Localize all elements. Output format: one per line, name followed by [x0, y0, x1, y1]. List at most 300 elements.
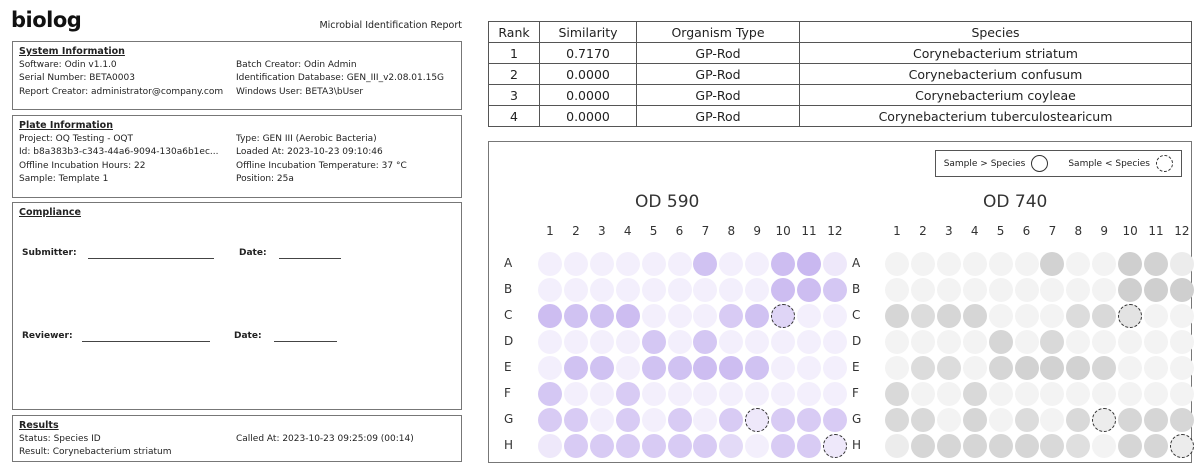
od740-well-G1[interactable]: [885, 408, 909, 432]
od590-col-label: 3: [597, 224, 606, 238]
od590-well-A3[interactable]: [590, 252, 614, 276]
system-information-panel: [12, 41, 462, 110]
od590-well-E3[interactable]: [590, 356, 614, 380]
od590-col-label: 4: [623, 224, 632, 238]
od740-well-A6[interactable]: [1015, 252, 1039, 276]
od590-well-G3[interactable]: [590, 408, 614, 432]
od590-well-G9[interactable]: [745, 408, 769, 432]
solid-circle-icon: [1031, 155, 1048, 172]
od590-well-F5[interactable]: [642, 382, 666, 406]
od590-well-F11[interactable]: [797, 382, 821, 406]
od590-row-label: E: [504, 360, 512, 374]
od740-well-H8[interactable]: [1066, 434, 1090, 458]
incubation-temperature: Offline Incubation Temperature: 37 °C: [236, 160, 407, 171]
od590-well-G5[interactable]: [642, 408, 666, 432]
od740-well-C9[interactable]: [1092, 304, 1116, 328]
od740-well-G8[interactable]: [1066, 408, 1090, 432]
od740-well-C2[interactable]: [911, 304, 935, 328]
od590-well-D1[interactable]: [538, 330, 562, 354]
od740-well-D6[interactable]: [1015, 330, 1039, 354]
od590-well-H9[interactable]: [745, 434, 769, 458]
od740-well-G6[interactable]: [1015, 408, 1039, 432]
od590-col-label: 10: [775, 224, 791, 238]
od590-row-label: B: [504, 282, 513, 296]
od740-well-E2[interactable]: [911, 356, 935, 380]
od740-well-G9[interactable]: [1092, 408, 1116, 432]
rank-header: Rank: [489, 22, 540, 43]
od590-col-label: 2: [572, 224, 580, 238]
od590-well-F3[interactable]: [590, 382, 614, 406]
od590-well-E11[interactable]: [797, 356, 821, 380]
od590-well-D6[interactable]: [668, 330, 692, 354]
od590-col-label: 11: [801, 224, 817, 238]
batch-creator: Batch Creator: Odin Admin: [236, 59, 357, 70]
od740-well-H3[interactable]: [937, 434, 961, 458]
species-rank-table: [488, 21, 1192, 127]
od740-col-label: 6: [1022, 224, 1031, 238]
od740-well-E9[interactable]: [1092, 356, 1116, 380]
compliance-panel: [12, 202, 462, 410]
od590-well-H8[interactable]: [719, 434, 743, 458]
od590-well-B8[interactable]: [719, 278, 743, 302]
od590-well-G11[interactable]: [797, 408, 821, 432]
od740-well-B5[interactable]: [989, 278, 1013, 302]
od740-well-A5[interactable]: [989, 252, 1013, 276]
od740-well-E8[interactable]: [1066, 356, 1090, 380]
od740-well-F5[interactable]: [989, 382, 1013, 406]
od740-row-label: G: [852, 412, 862, 426]
od590-well-B4[interactable]: [616, 278, 640, 302]
od740-col-label: 9: [1100, 224, 1108, 238]
od590-well-H6[interactable]: [668, 434, 692, 458]
od590-well-C2[interactable]: [564, 304, 588, 328]
od740-well-B8[interactable]: [1066, 278, 1090, 302]
od740-well-E1[interactable]: [885, 356, 909, 380]
species-cell: Corynebacterium tuberculostearicum: [800, 106, 1192, 127]
od740-well-F1[interactable]: [885, 382, 909, 406]
od590-well-C12[interactable]: [823, 304, 847, 328]
od590-col-label: 1: [546, 224, 554, 238]
serial-number: Serial Number: BETA0003: [19, 73, 135, 83]
od590-well-F1[interactable]: [538, 382, 562, 406]
od740-well-G2[interactable]: [911, 408, 935, 432]
od590-well-A11[interactable]: [797, 252, 821, 276]
organism-type-cell: GP-Rod: [637, 85, 800, 106]
od740-well-C7[interactable]: [1040, 304, 1064, 328]
od740-well-D10[interactable]: [1118, 330, 1142, 354]
od590-well-D3[interactable]: [590, 330, 614, 354]
od590-well-F9[interactable]: [745, 382, 769, 406]
od740-well-H5[interactable]: [989, 434, 1013, 458]
od590-well-H3[interactable]: [590, 434, 614, 458]
od740-well-B3[interactable]: [937, 278, 961, 302]
od740-well-A4[interactable]: [963, 252, 987, 276]
od590-well-C8[interactable]: [719, 304, 743, 328]
od740-well-G4[interactable]: [963, 408, 987, 432]
plate-id: Id: b8a383b3-c343-44a6-9094-130a6b1ec...: [19, 147, 219, 157]
od590-well-C3[interactable]: [590, 304, 614, 328]
od590-well-A9[interactable]: [745, 252, 769, 276]
od590-well-A4[interactable]: [616, 252, 640, 276]
od590-well-G12[interactable]: [823, 408, 847, 432]
od740-well-C8[interactable]: [1066, 304, 1090, 328]
od590-well-C10[interactable]: [771, 304, 795, 328]
od740-well-D1[interactable]: [885, 330, 909, 354]
od590-well-D5[interactable]: [642, 330, 666, 354]
od740-well-F3[interactable]: [937, 382, 961, 406]
od590-well-G2[interactable]: [564, 408, 588, 432]
rank-cell: 1: [489, 43, 540, 64]
od740-well-B7[interactable]: [1040, 278, 1064, 302]
od590-well-C11[interactable]: [797, 304, 821, 328]
od740-well-B4[interactable]: [963, 278, 987, 302]
od740-well-H2[interactable]: [911, 434, 935, 458]
od590-well-A5[interactable]: [642, 252, 666, 276]
od740-well-D12[interactable]: [1170, 330, 1194, 354]
system-row: [19, 72, 455, 86]
od740-well-B11[interactable]: [1144, 278, 1168, 302]
od590-well-A7[interactable]: [693, 252, 717, 276]
od740-well-D3[interactable]: [937, 330, 961, 354]
od740-well-D9[interactable]: [1092, 330, 1116, 354]
organism-type-cell: GP-Rod: [637, 64, 800, 85]
od590-well-E6[interactable]: [668, 356, 692, 380]
od590-row-label: F: [504, 386, 511, 400]
organism-type-header: Organism Type: [637, 22, 800, 43]
od740-well-D7[interactable]: [1040, 330, 1064, 354]
similarity-cell: 0.0000: [540, 85, 637, 106]
od740-col-label: 1: [893, 224, 901, 238]
od590-well-A10[interactable]: [771, 252, 795, 276]
od740-well-A12[interactable]: [1170, 252, 1194, 276]
windows-user: Windows User: BETA3\bUser: [236, 86, 364, 97]
od740-well-A7[interactable]: [1040, 252, 1064, 276]
legend-less-label: Sample < Species: [1068, 158, 1150, 169]
submitter-date-line[interactable]: [279, 258, 341, 259]
od590-well-G6[interactable]: [668, 408, 692, 432]
od590-well-A6[interactable]: [668, 252, 692, 276]
identification-database: Identification Database: GEN_III_v2.08.01.15G: [236, 73, 445, 83]
od740-well-A9[interactable]: [1092, 252, 1116, 276]
od590-row-label: A: [504, 256, 513, 270]
od740-well-H9[interactable]: [1092, 434, 1116, 458]
od740-row-label: A: [852, 256, 861, 270]
od740-well-E11[interactable]: [1144, 356, 1168, 380]
od740-well-B2[interactable]: [911, 278, 935, 302]
od740-well-C1[interactable]: [885, 304, 909, 328]
table-row: [489, 85, 1192, 106]
legend-item-greater: [944, 155, 1049, 172]
od590-well-B3[interactable]: [590, 278, 614, 302]
od590-well-C1[interactable]: [538, 304, 562, 328]
system-information-title: System Information: [19, 46, 125, 57]
od590-well-C6[interactable]: [668, 304, 692, 328]
results-title: Results: [19, 420, 59, 431]
od590-well-E2[interactable]: [564, 356, 588, 380]
plate-row: [19, 133, 455, 147]
legend: [935, 150, 1182, 177]
similarity-cell: 0.0000: [540, 64, 637, 85]
od590-well-H12[interactable]: [823, 434, 847, 458]
organism-type-cell: GP-Rod: [637, 106, 800, 127]
plate-row: [19, 160, 455, 174]
status: Status: Species ID: [19, 433, 101, 444]
od740-col-label: 12: [1174, 224, 1190, 238]
od740-well-H7[interactable]: [1040, 434, 1064, 458]
od740-well-C10[interactable]: [1118, 304, 1142, 328]
od740-well-G3[interactable]: [937, 408, 961, 432]
od740-well-H1[interactable]: [885, 434, 909, 458]
od740-title: OD 740: [983, 192, 1048, 212]
submitter-date-label: Date:: [239, 248, 267, 258]
od740-well-F8[interactable]: [1066, 382, 1090, 406]
system-row: [19, 86, 455, 100]
od590-well-H7[interactable]: [693, 434, 717, 458]
od740-well-A10[interactable]: [1118, 252, 1142, 276]
od740-well-E3[interactable]: [937, 356, 961, 380]
od590-well-E5[interactable]: [642, 356, 666, 380]
od740-col-label: 5: [996, 224, 1005, 238]
similarity-cell: 0.7170: [540, 43, 637, 64]
table-header-row: [489, 22, 1192, 43]
od590-well-D9[interactable]: [745, 330, 769, 354]
od740-col-label: 8: [1074, 224, 1083, 238]
od740-col-label: 10: [1122, 224, 1138, 238]
od740-well-E10[interactable]: [1118, 356, 1142, 380]
od740-well-H6[interactable]: [1015, 434, 1039, 458]
loaded-at: Loaded At: 2023-10-23 09:10:46: [236, 147, 383, 157]
od590-well-F4[interactable]: [616, 382, 640, 406]
rank-cell: 3: [489, 85, 540, 106]
species-header: Species: [800, 22, 1192, 43]
reviewer-label: Reviewer:: [22, 331, 73, 341]
od740-well-F9[interactable]: [1092, 382, 1116, 406]
od590-well-C9[interactable]: [745, 304, 769, 328]
od590-well-F2[interactable]: [564, 382, 588, 406]
plate-row: [19, 173, 455, 187]
od590-well-B12[interactable]: [823, 278, 847, 302]
od740-well-E5[interactable]: [989, 356, 1013, 380]
od740-well-B12[interactable]: [1170, 278, 1194, 302]
od740-well-H12[interactable]: [1170, 434, 1194, 458]
od740-well-G11[interactable]: [1144, 408, 1168, 432]
plate-row: [19, 146, 455, 160]
system-row: [19, 59, 455, 73]
od590-well-H11[interactable]: [797, 434, 821, 458]
od590-row-label: C: [504, 308, 513, 322]
od740-well-G7[interactable]: [1040, 408, 1064, 432]
od740-well-H11[interactable]: [1144, 434, 1168, 458]
od590-well-B9[interactable]: [745, 278, 769, 302]
od590-well-E9[interactable]: [745, 356, 769, 380]
rank-cell: 4: [489, 106, 540, 127]
biolog-logo: biolog: [11, 8, 82, 32]
od590-well-D4[interactable]: [616, 330, 640, 354]
od590-well-G4[interactable]: [616, 408, 640, 432]
od740-well-C5[interactable]: [989, 304, 1013, 328]
od740-well-G12[interactable]: [1170, 408, 1194, 432]
species-cell: Corynebacterium striatum: [800, 43, 1192, 64]
od740-well-C3[interactable]: [937, 304, 961, 328]
od740-well-H10[interactable]: [1118, 434, 1142, 458]
od590-well-F8[interactable]: [719, 382, 743, 406]
od740-well-F4[interactable]: [963, 382, 987, 406]
od590-well-F7[interactable]: [693, 382, 717, 406]
od740-well-B6[interactable]: [1015, 278, 1039, 302]
od590-well-E1[interactable]: [538, 356, 562, 380]
od590-well-E12[interactable]: [823, 356, 847, 380]
report-creator: Report Creator: administrator@company.com: [19, 86, 224, 97]
compliance-title: Compliance: [19, 207, 81, 218]
od740-col-label: 2: [919, 224, 927, 238]
incubation-hours: Offline Incubation Hours: 22: [19, 160, 146, 171]
plate-heatmap-panel: [488, 141, 1192, 463]
od590-well-A2[interactable]: [564, 252, 588, 276]
od740-well-E4[interactable]: [963, 356, 987, 380]
od740-row-label: F: [852, 386, 859, 400]
results-panel: [12, 415, 462, 462]
od590-well-B11[interactable]: [797, 278, 821, 302]
od590-well-C7[interactable]: [693, 304, 717, 328]
od590-col-label: 9: [753, 224, 761, 238]
od590-well-A12[interactable]: [823, 252, 847, 276]
od740-well-B10[interactable]: [1118, 278, 1142, 302]
od590-well-G10[interactable]: [771, 408, 795, 432]
od740-well-H4[interactable]: [963, 434, 987, 458]
od590-well-E7[interactable]: [693, 356, 717, 380]
dashed-circle-icon: [1156, 155, 1173, 172]
results-row: [19, 433, 455, 447]
od740-well-F10[interactable]: [1118, 382, 1142, 406]
od590-well-B1[interactable]: [538, 278, 562, 302]
od740-well-A11[interactable]: [1144, 252, 1168, 276]
plate-information-panel: [12, 115, 462, 198]
od740-well-F7[interactable]: [1040, 382, 1064, 406]
od590-well-H5[interactable]: [642, 434, 666, 458]
od590-well-F6[interactable]: [668, 382, 692, 406]
od740-well-E7[interactable]: [1040, 356, 1064, 380]
od740-row-label: C: [852, 308, 861, 322]
submitter-signature-line[interactable]: [88, 258, 214, 259]
od740-well-C6[interactable]: [1015, 304, 1039, 328]
od590-well-B10[interactable]: [771, 278, 795, 302]
species-cell: Corynebacterium confusum: [800, 64, 1192, 85]
organism-type-cell: GP-Rod: [637, 43, 800, 64]
od590-well-B7[interactable]: [693, 278, 717, 302]
od590-title: OD 590: [635, 192, 700, 212]
od590-col-label: 8: [727, 224, 736, 238]
od590-row-label: G: [504, 412, 514, 426]
od740-well-B9[interactable]: [1092, 278, 1116, 302]
od590-well-A1[interactable]: [538, 252, 562, 276]
result: Result: Corynebacterium striatum: [19, 447, 172, 457]
od590-well-D12[interactable]: [823, 330, 847, 354]
od740-well-D8[interactable]: [1066, 330, 1090, 354]
od590-well-E8[interactable]: [719, 356, 743, 380]
od740-well-A3[interactable]: [937, 252, 961, 276]
results-row: [19, 446, 455, 460]
od740-well-D2[interactable]: [911, 330, 935, 354]
reviewer-date-line[interactable]: [274, 341, 337, 342]
od740-well-F11[interactable]: [1144, 382, 1168, 406]
od740-well-A8[interactable]: [1066, 252, 1090, 276]
od590-well-H4[interactable]: [616, 434, 640, 458]
od590-well-D8[interactable]: [719, 330, 743, 354]
od740-well-C12[interactable]: [1170, 304, 1194, 328]
od590-col-label: 7: [701, 224, 710, 238]
od740-col-label: 7: [1048, 224, 1057, 238]
called-at: Called At: 2023-10-23 09:25:09 (00:14): [236, 433, 414, 444]
similarity-cell: 0.0000: [540, 106, 637, 127]
od590-well-C5[interactable]: [642, 304, 666, 328]
od740-well-F2[interactable]: [911, 382, 935, 406]
od740-well-E12[interactable]: [1170, 356, 1194, 380]
legend-item-less: [1068, 155, 1173, 172]
od740-well-A1[interactable]: [885, 252, 909, 276]
od590-well-F10[interactable]: [771, 382, 795, 406]
table-row: [489, 43, 1192, 64]
od740-well-D5[interactable]: [989, 330, 1013, 354]
od740-col-label: 11: [1148, 224, 1164, 238]
od740-col-label: 4: [970, 224, 979, 238]
od740-well-D11[interactable]: [1144, 330, 1168, 354]
od740-well-G10[interactable]: [1118, 408, 1142, 432]
od740-well-G5[interactable]: [989, 408, 1013, 432]
legend-greater-label: Sample > Species: [943, 158, 1026, 169]
od590-well-B2[interactable]: [564, 278, 588, 302]
reviewer-signature-line[interactable]: [82, 341, 210, 342]
od590-well-C4[interactable]: [616, 304, 640, 328]
od590-row-label: D: [504, 334, 514, 348]
plate-information-title: Plate Information: [19, 120, 113, 131]
od590-well-B6[interactable]: [668, 278, 692, 302]
od590-well-G7[interactable]: [693, 408, 717, 432]
od740-row-label: D: [852, 334, 862, 348]
od740-row-label: B: [852, 282, 861, 296]
od590-well-D2[interactable]: [564, 330, 588, 354]
od590-well-H10[interactable]: [771, 434, 795, 458]
od740-well-A2[interactable]: [911, 252, 935, 276]
od590-well-E10[interactable]: [771, 356, 795, 380]
od590-well-D7[interactable]: [693, 330, 717, 354]
od590-well-E4[interactable]: [616, 356, 640, 380]
submitter-label: Submitter:: [22, 248, 77, 258]
similarity-header: Similarity: [540, 22, 637, 43]
reviewer-date-label: Date:: [234, 331, 262, 341]
od590-well-H2[interactable]: [564, 434, 588, 458]
od590-well-F12[interactable]: [823, 382, 847, 406]
od590-well-D10[interactable]: [771, 330, 795, 354]
od740-well-F6[interactable]: [1015, 382, 1039, 406]
od590-row-label: H: [504, 438, 514, 452]
od590-well-A8[interactable]: [719, 252, 743, 276]
od740-well-C11[interactable]: [1144, 304, 1168, 328]
od740-well-F12[interactable]: [1170, 382, 1194, 406]
od590-well-H1[interactable]: [538, 434, 562, 458]
od590-well-G1[interactable]: [538, 408, 562, 432]
od590-well-D11[interactable]: [797, 330, 821, 354]
project: Project: OQ Testing - OQT: [19, 133, 133, 144]
od590-well-B5[interactable]: [642, 278, 666, 302]
rank-cell: 2: [489, 64, 540, 85]
od590-col-label: 5: [649, 224, 658, 238]
od740-well-D4[interactable]: [963, 330, 987, 354]
species-cell: Corynebacterium coyleae: [800, 85, 1192, 106]
od740-well-E6[interactable]: [1015, 356, 1039, 380]
od590-well-G8[interactable]: [719, 408, 743, 432]
od740-well-C4[interactable]: [963, 304, 987, 328]
od740-well-B1[interactable]: [885, 278, 909, 302]
